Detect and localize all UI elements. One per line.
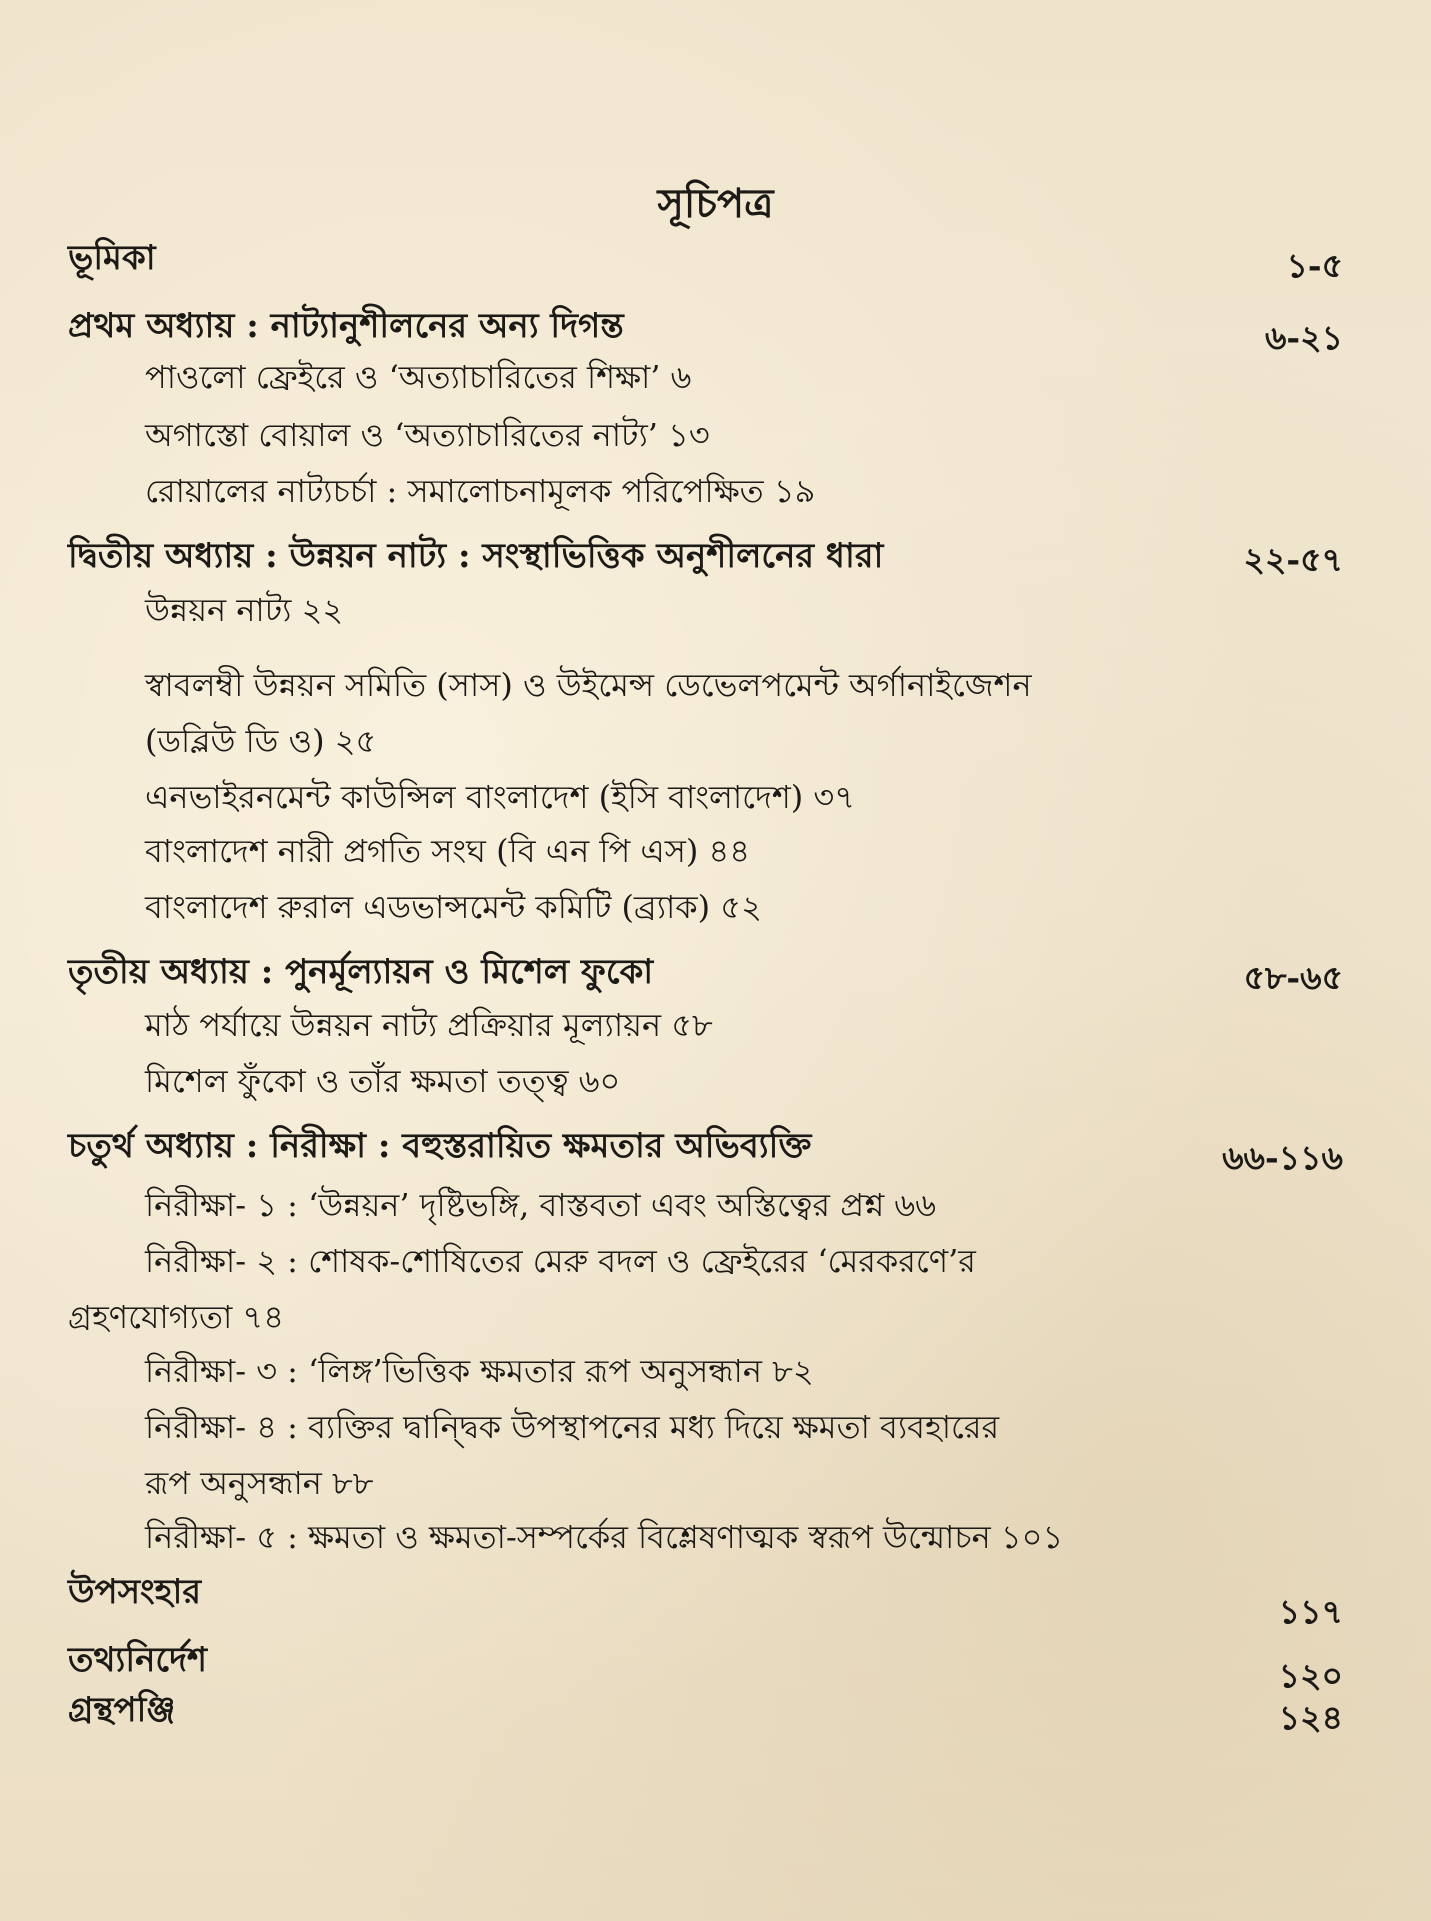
- toc-entry-label: তথ্যনির্দেশ: [68, 1640, 208, 1680]
- toc-entry-pages: ১-৫: [1286, 246, 1343, 285]
- toc-subentry-label: নিরীক্ষা- ৩ : ‘লিঙ্গ’ভিত্তিক ক্ষমতার রূপ অনুসন্ধান ৮২: [145, 1352, 814, 1390]
- toc-subentry: [0, 826, 1431, 882]
- toc-subentry: [0, 882, 1431, 938]
- toc-subentry-label: বাংলাদেশ নারী প্রগতি সংঘ (বি এন পি এস) ৪৪: [145, 832, 751, 870]
- toc-subentry-label: নিরীক্ষা- ৫ : ক্ষমতা ও ক্ষমতা-সম্পর্কের বিশ্লেষণাত্মক স্বরূপ উন্মোচন ১০১: [145, 1518, 1064, 1556]
- toc-subentry: [0, 1346, 1431, 1402]
- toc-entry-chapter-4: [0, 1120, 1431, 1176]
- toc-subentry: [0, 772, 1431, 828]
- toc-entry-label: ভূমিকা: [68, 238, 156, 278]
- toc-entry-notes: [0, 1634, 1431, 1695]
- toc-entry-bibliography: [0, 1684, 1431, 1740]
- toc-entry-pages: ১১৭: [1278, 1592, 1343, 1631]
- toc-subentry-label: নিরীক্ষা- ৪ : ব্যক্তির দ্বান্দ্বিক উপস্থাপনের মধ্য দিয়ে ক্ষমতা ব্যবহারের: [145, 1408, 1000, 1446]
- toc-subentry: [0, 352, 1431, 408]
- toc-subentry-label: গ্রহণযোগ্যতা ৭৪: [68, 1298, 284, 1336]
- toc-entry-pages: ৫৮-৬৫: [1243, 958, 1343, 997]
- toc-subentry: [0, 660, 1431, 716]
- toc-subentry-label: রোয়ালের নাট্যচর্চা : সমালোচনামূলক পরিপেক্ষিত ১৯: [145, 472, 816, 510]
- toc-entry-label: দ্বিতীয় অধ্যায় : উন্নয়ন নাট্য : সংস্থাভিত্তিক অনুশীলনের ধারা: [68, 536, 884, 576]
- toc-subentry-label: (ডব্লিউ ডি ও) ২৫: [145, 722, 377, 760]
- toc-subentry: [0, 1056, 1431, 1112]
- toc-entry-label: গ্রন্থপঞ্জি: [68, 1690, 176, 1730]
- toc-entry-pages: ৬৬-১১৬: [1222, 1138, 1343, 1177]
- toc-entry-chapter-2: [0, 530, 1431, 586]
- toc-subentry-label: উন্নয়ন নাট্য ২২: [145, 591, 344, 629]
- toc-entry-conclusion: [0, 1566, 1431, 1631]
- toc-entry-introduction: [0, 232, 1431, 288]
- toc-subentry-label: মিশেল ফুঁকো ও তাঁর ক্ষমতা তত্ত্ব ৬০: [145, 1062, 621, 1100]
- toc-entry-label: চতুর্থ অধ্যায় : নিরীক্ষা : বহুস্তরায়িত ক্ষমতার অভিব্যক্তি: [68, 1126, 812, 1166]
- toc-subentry: [0, 466, 1431, 522]
- page-title: সূচিপত্র: [657, 180, 774, 227]
- toc-subentry: [0, 1236, 1431, 1292]
- toc-subentry-continued: [0, 1458, 1431, 1514]
- toc-entry-label: তৃতীয় অধ্যায় : পুনর্মূল্যায়ন ও মিশেল ফুকো: [68, 952, 654, 992]
- toc-subentry-label: মাঠ পর্যায়ে উন্নয়ন নাট্য প্রক্রিয়ার মূল্যায়ন ৫৮: [145, 1006, 713, 1044]
- toc-subentry-label: রূপ অনুসন্ধান ৮৮: [145, 1464, 374, 1502]
- toc-subentry-label: বাংলাদেশ রুরাল এডভান্সমেন্ট কমিটি (ব্র্যাক) ৫২: [145, 888, 762, 926]
- toc-entry-label: প্রথম অধ্যায় : নাট্যানুশীলনের অন্য দিগন্ত: [68, 306, 624, 346]
- toc-entry-pages: ৬-২১: [1264, 318, 1343, 357]
- toc-entry-label: উপসংহার: [68, 1572, 202, 1612]
- toc-subentry-label: পাওলো ফ্রেইরে ও ‘অত্যাচারিতের শিক্ষা’ ৬: [145, 358, 692, 396]
- toc-subentry-label: এনভাইরনমেন্ট কাউন্সিল বাংলাদেশ (ইসি বাংলাদেশ) ৩৭: [145, 778, 856, 816]
- toc-subentry-label: স্বাবলম্বী উন্নয়ন সমিতি (সাস) ও উইমেন্স ডেভেলপমেন্ট অর্গানাইজেশন: [145, 666, 1032, 704]
- toc-subentry-continued: [0, 1292, 1431, 1348]
- toc-entry-pages: ১২০: [1278, 1656, 1343, 1695]
- toc-subentry: [0, 1000, 1431, 1056]
- toc-entry-chapter-1: [0, 300, 1431, 356]
- toc-subentry-continued: [0, 716, 1431, 772]
- toc-subentry: [0, 585, 1431, 641]
- toc-subentry-label: অগাস্তো বোয়াল ও ‘অত্যাচারিতের নাট্য’ ১৩: [145, 416, 710, 454]
- toc-entry-pages: ২২-৫৭: [1243, 540, 1343, 579]
- toc-subentry-label: নিরীক্ষা- ১ : ‘উন্নয়ন’ দৃষ্টিভঙ্গি, বাস্তবতা এবং অস্তিত্বের প্রশ্ন ৬৬: [145, 1186, 937, 1224]
- toc-subentry: [0, 410, 1431, 466]
- toc-subentry: [0, 1180, 1431, 1236]
- toc-subentry-label: নিরীক্ষা- ২ : শোষক-শোষিতের মেরু বদল ও ফ্রেইরের ‘মেরকরণে’র: [145, 1242, 976, 1280]
- toc-subentry: [0, 1512, 1431, 1568]
- toc-subentry: [0, 1402, 1431, 1458]
- toc-entry-chapter-3: [0, 946, 1431, 1002]
- toc-entry-pages: ১২৪: [1278, 1698, 1343, 1737]
